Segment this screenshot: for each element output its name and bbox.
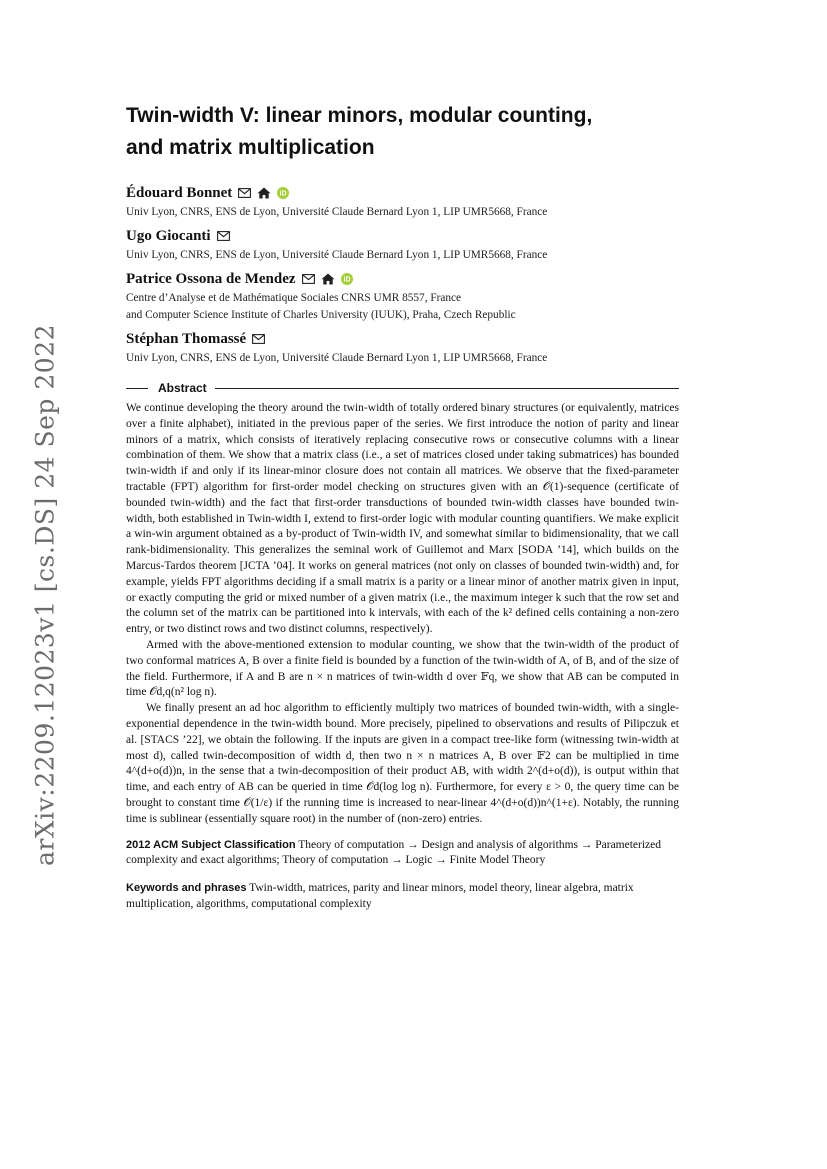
title-line-2: and matrix multiplication: [126, 136, 375, 159]
abstract-label: Abstract: [158, 381, 207, 395]
author-block: [126, 268, 679, 324]
author-affiliation: Univ Lyon, CNRS, ENS de Lyon, Université Claude Bernard Lyon 1, LIP UMR5668, France: [126, 206, 548, 218]
author-affiliation: and Computer Science Institute of Charles University (IUUK), Praha, Czech Republic: [126, 309, 516, 321]
author-affiliation: Centre d’Analyse et de Mathématique Sociales CNRS UMR 8557, France: [126, 292, 462, 304]
author-name-row: [126, 225, 679, 247]
author-name-row: [126, 328, 679, 350]
author-name: Édouard Bonnet: [126, 185, 233, 201]
abstract-rule-left: [126, 388, 148, 389]
paper-title: [126, 100, 679, 164]
abstract-paragraph-2: Armed with the above-mentioned extension to modular counting, we show that the twin-width of the product of two conformal matrices A, B over a finite field is bounded by a function of the twin-width of A, of B, and of the size of the field. Furthermore, if A and B are n × n matrices of twin-width d over 𝔽q, we show that AB can be computed in time 𝒪d,q(n² log n).: [126, 638, 679, 699]
home-icon[interactable]: [257, 187, 271, 199]
author-name: Patrice Ossona de Mendez: [126, 271, 296, 287]
author-block: [126, 225, 679, 264]
author-block: [126, 182, 679, 221]
orcid-icon[interactable]: [277, 187, 289, 199]
email-icon[interactable]: [252, 334, 265, 344]
email-icon[interactable]: [238, 188, 251, 198]
home-icon[interactable]: [321, 273, 335, 285]
acm-classification-heading: 2012 ACM Subject Classification: [126, 838, 296, 851]
author-name: Ugo Giocanti: [126, 228, 211, 244]
author-name-row: [126, 268, 679, 290]
keywords-heading: Keywords and phrases: [126, 882, 247, 895]
author-affiliation: Univ Lyon, CNRS, ENS de Lyon, Université Claude Bernard Lyon 1, LIP UMR5668, France: [126, 249, 548, 261]
paper-content: [126, 100, 679, 913]
abstract-paragraph-1: We continue developing the theory around the twin-width of totally ordered binary structures (or equivalently, matrices over a finite alphabet), initiated in the previous paper of the series. We first introduce the notion of parity and linear minors of a matrix, which consists of iteratively replacing consecutive rows or consecutive columns with a linear combination of them. We show that a matrix class (i.e., a set of matrices closed under taking submatrices) has bounded twin-width if and only if its linear-minor closure does not contain all matrices. We observe that the fixed-parameter tractable (FPT) algorithm for first-order model checking on structures given with an 𝒪(1)-sequence (certificate of bounded twin-width) and the fact that first-order transductions of bounded twin-width classes have bounded twin-width, both established in Twin-width I, extend to first-order logic with modular counting quantifiers. We make explicit a win-win argument obtained as a by-product of Twin-width IV, and somewhat similar to bidimensionality, that we call rank-bidimensionality. This generalizes the seminal work of Guillemot and Marx [SODA ’14], which builds on the Marcus-Tardos theorem [JCTA ’04]. It works on general matrices (not only on classes of bounded twin-width) and, for example, yields FPT algorithms deciding if a small matrix is a parity or a linear minor of another matrix given in input, or exactly computing the grid or mixed number of a given matrix (i.e., the maximum integer k such that the row set and the column set of the matrix can be partitioned into k intervals, with each of the k² defined cells containing a non-zero entry, or two distinct rows and two distinct columns, respectively).: [126, 402, 679, 636]
acm-classification-text: Theory of computation → Design and analysis of algorithms → Parameterized complexity and exact algorithms; Theory of computation → Logic → Finite Model Theory: [126, 838, 662, 867]
svg-text:iD: iD: [279, 190, 287, 198]
email-icon[interactable]: [302, 274, 315, 284]
arxiv-identifier: arXiv:2209.12023v1 [cs.DS] 24 Sep 2022: [30, 324, 60, 866]
title-line-1: Twin-width V: linear minors, modular counting,: [126, 104, 593, 127]
abstract-rule-right: [215, 388, 679, 389]
author-block: [126, 328, 679, 367]
abstract-paragraph-3: We finally present an ad hoc algorithm to efficiently multiply two matrices of bounded twin-width, with a single-exponential dependence in the twin-width bound. More precisely, pipelined to observations and results of Pilipczuk et al. [STACS ’22], we obtain the following. If the inputs are given in a compact tree-like form (witnessing twin-width at most d), called twin-decomposition of width d, then two n × n matrices A, B over 𝔽2 can be multiplied in time 4^(d+o(d))n, in the sense that a twin-decomposition of their product AB, with width 2^(d+o(d)), is output within that time, and each entry of AB can be queried in time 𝒪d(log log n). Furthermore, for every ε > 0, the query time can be brought to constant time 𝒪(1/ε) if the running time is increased to near-linear 4^(d+o(d))n^(1+ε). Notably, the running time is sublinear (essentially square root) in the number of (non-zero) entries.: [126, 702, 679, 825]
keywords-text: Twin-width, matrices, parity and linear minors, model theory, linear algebra, matrix multiplication, algorithms, computational complexity: [126, 882, 634, 910]
svg-text:iD: iD: [343, 276, 351, 284]
author-name-row: [126, 182, 679, 204]
arxiv-sidebar: [16, 324, 74, 866]
author-name: Stéphan Thomassé: [126, 331, 247, 347]
author-list: [126, 182, 679, 367]
abstract-heading: [126, 381, 679, 395]
acm-classification: [126, 838, 679, 870]
abstract-body: [126, 401, 679, 828]
email-icon[interactable]: [217, 231, 230, 241]
author-affiliation: Univ Lyon, CNRS, ENS de Lyon, Université Claude Bernard Lyon 1, LIP UMR5668, France: [126, 352, 548, 364]
orcid-icon[interactable]: [341, 273, 353, 285]
keywords: [126, 881, 679, 913]
